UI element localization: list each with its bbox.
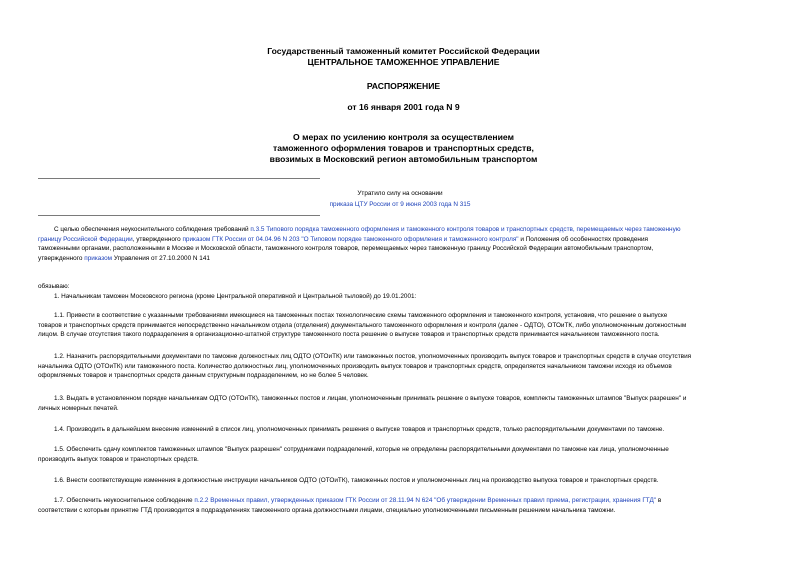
- divider-top: [38, 178, 320, 179]
- paragraph-line: личных номерных печатей.: [38, 404, 119, 412]
- document-title-line-1: О мерах по усилению контроля за осуществлением: [293, 132, 514, 142]
- status-note-link[interactable]: приказа ЦТУ России от 9 июня 2003 года N 315: [329, 201, 471, 208]
- document-title-line-2: таможенного оформления товаров и транспортных средств,: [273, 143, 534, 153]
- paragraph-line: товаров и транспортных средств принимается непосредственно начальником отдела (отделения) документального таможенного оформления и контроля (далее - ОДТО), ОТОиТК, либо уполномоченным должностным: [38, 321, 687, 329]
- link-order-203[interactable]: приказом ГТК России от 04.04.96 N 203 "О Типовом порядке таможенного оформления и таможенного контроля": [182, 235, 519, 243]
- paragraph-line: 1.2. Назначить распорядительными документами по таможне должностных лиц ОДТО (ОТОиТК) или таможенных постов, уполномоченных производить выпуск товаров и транспортных средств в случае отсутствия: [54, 353, 692, 360]
- intro-text: С целью обеспечения неукоснительного соблюдения требований: [54, 226, 251, 233]
- intro-text: , утвержденного: [132, 235, 183, 243]
- paragraph-1-6: 1.6. Внести соответствующие изменения в должностные инструкции начальников ОДТО (ОТОиТК), таможенных постов и уполномоченных лиц на производство выпуска товаров и транспортных средств.: [54, 477, 659, 484]
- paragraph-line: 1.3. Выдать в установленном порядке начальникам ОДТО (ОТОиТК), таможенных постов и лицам, уполномоченным принимать решение о выпуске товаров, комплекты таможенных штампов "Выпуск разрешен" и: [54, 395, 687, 402]
- paragraph-line: начальника ОДТО (ОТОиТК) или таможенного поста. Количество должностных лиц, уполномоченных производить выпуск товаров и транспортных средств, определяется начальником таможни исходя из объемов: [38, 362, 672, 370]
- paragraph-1-4: 1.4. Производить в дальнейшем внесение изменений в список лиц, уполномоченных принимать решения о выпуске товаров и транспортных средств, только распорядительными документами по таможне.: [54, 426, 665, 433]
- document-type: РАСПОРЯЖЕНИЕ: [366, 81, 441, 91]
- paragraph-1-5: [38, 445, 770, 464]
- paragraph-1-7: [38, 496, 770, 515]
- intro-text: и Положения об особенностях проведения: [518, 235, 648, 243]
- paragraph-line: лицом. В случае отсутствия такого подразделения в организационно-штатной структуре таможенного поста решение о выпуске товаров и транспортных средств принимается начальником таможенного поста.: [38, 331, 660, 339]
- paragraph-1-2: [38, 352, 770, 381]
- document-title-line-3: ввозимых в Московский регион автомобильным транспортом: [269, 154, 538, 164]
- obligate-text: обязываю:: [38, 283, 70, 290]
- document-date: от 16 января 2001 года N 9: [347, 102, 460, 112]
- intro-text: Управления от 27.10.2000 N 141: [112, 254, 210, 262]
- paragraph-line: оформляемых товаров и транспортных средств данным структурным подразделением, но не более 5 человек.: [38, 372, 369, 380]
- divider-bottom: [38, 215, 320, 216]
- paragraph-1: 1. Начальникам таможен Московского региона (кроме Центральной оперативной и Центральной тыловой) до 19.01.2001:: [54, 293, 417, 300]
- link-customs-border[interactable]: границу Российской Федерации: [38, 235, 133, 243]
- department-name: ЦЕНТРАЛЬНОЕ ТАМОЖЕННОЕ УПРАВЛЕНИЕ: [307, 57, 500, 67]
- link-order-141[interactable]: приказом: [84, 254, 113, 262]
- paragraph-line: 1.1. Привести в соответствие с указанными требованиями имеющиеся на таможенных постах технологические схемы таможенного оформления и таможенного контроля, установив, что решение о выпуске: [54, 312, 668, 319]
- link-order-624[interactable]: Временных правил, утвержденных приказом ГТК России от 28.11.94 N 624 "Об утверждении Временных правил приема, регистрации, хранения ГТД": [210, 497, 657, 504]
- intro-paragraph: [38, 225, 770, 263]
- paragraph-text: 1.7. Обеспечить неукоснительное соблюдение: [54, 497, 195, 504]
- paragraph-text: в: [656, 497, 662, 504]
- paragraph-line: 1.5. Обеспечить сдачу комплектов таможенных штампов "Выпуск разрешен" сотрудниками подразделений, которые не определены распорядительными документами по таможне как лица, уполномоченные: [54, 446, 669, 453]
- paragraph-1-1: [38, 311, 770, 340]
- link-typical-procedure[interactable]: п.3.5 Типового порядка таможенного оформления и таможенного контроля товаров и транспортных средств, перемещаемых через таможенную: [250, 226, 681, 233]
- intro-text: утвержденного: [38, 254, 85, 262]
- status-note-text: Утратило силу на основании: [357, 190, 443, 197]
- paragraph-1-3: [38, 394, 770, 413]
- intro-text: таможенными органами, расположенными в Москве и Московской области, таможенного контроля товаров, перемещаемых через таможенную границу Российской Федерации автомобильным транспортом,: [38, 245, 654, 253]
- paragraph-line: соответствии с которым принятие ГТД производится в подразделениях таможенного органа должностными лицами, специально уполномоченными письменным решением начальника таможни.: [38, 506, 616, 514]
- link-clause-2-2[interactable]: п.2.2: [194, 497, 209, 504]
- issuer-name: Государственный таможенный комитет Российской Федерации: [267, 46, 540, 56]
- paragraph-line: производить выпуск товаров и транспортных средств.: [38, 455, 199, 463]
